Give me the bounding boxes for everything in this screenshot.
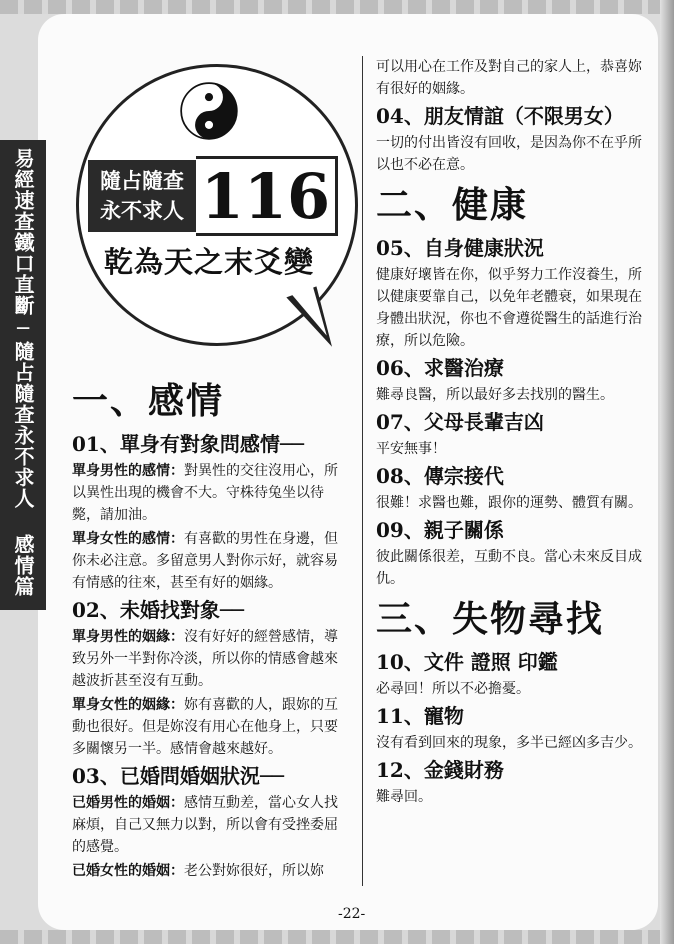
item-heading-12: 12、金錢財務 bbox=[376, 758, 504, 782]
item-text-11: 沒有看到回來的現象，多半已經凶多吉少。 bbox=[376, 735, 642, 751]
item-heading-01: 01、單身有對象問感情── bbox=[72, 432, 304, 456]
item-text-02b: 單身女性的姻緣：妳有喜歡的人，跟妳的互動也很好。但是妳沒有用心在他身上，只要多關懷另一半。感情會越來越好。 bbox=[72, 697, 338, 757]
slogan-badge bbox=[88, 160, 196, 232]
section-heading-health: 二、健康 bbox=[376, 184, 529, 226]
section-heading-love: 一、感情 bbox=[72, 380, 225, 422]
column-divider bbox=[362, 56, 363, 886]
item-heading-04: 04、朋友情誼（不限男女） bbox=[376, 104, 624, 128]
hexagram-title: 乾為天之末爻變 bbox=[103, 245, 314, 279]
item-heading-10: 10、文件 證照 印鑑 bbox=[376, 650, 558, 674]
page-edge-shadow bbox=[660, 0, 674, 944]
item-text-05: 健康好壞皆在你，似乎努力工作沒養生，所以健康要靠自己，以免年老體衰，如果現在身體出狀況，你也不會遵從醫生的話進行治療，所以危險。 bbox=[376, 267, 642, 349]
left-column bbox=[72, 372, 350, 884]
yin-yang-icon bbox=[180, 82, 238, 140]
item-text-06: 難尋良醫，所以最好多去找別的醫生。 bbox=[376, 387, 614, 403]
item-text-09: 彼此關係很差，互動不良。當心未來反目成仇。 bbox=[376, 549, 642, 587]
item-text-03a: 已婚男性的婚姻：感情互動差，當心女人找麻煩，自己又無力以對，所以會有受挫委屈的感覺。 bbox=[72, 795, 338, 855]
slogan-line-1: 隨占隨查 bbox=[100, 168, 184, 193]
top-binding-strip bbox=[0, 0, 674, 14]
hexagram-number: 116 bbox=[196, 156, 338, 236]
item-text-03b: 已婚女性的婚姻：老公對妳很好，所以妳 bbox=[72, 863, 324, 879]
side-chapter-tab: 易經速查鐵口直斷─隨占隨查永不求人 感情篇 bbox=[0, 140, 46, 610]
item-heading-07: 07、父母長輩吉凶 bbox=[376, 410, 544, 434]
item-text-03b-continued: 可以用心在工作及對自己的家人上，恭喜妳有很好的姻緣。 bbox=[376, 59, 642, 97]
item-text-01a: 單身男性的感情：對異性的交往沒用心，所以異性出現的機會不大。守株待兔坐以待斃，請加油。 bbox=[72, 463, 338, 523]
item-heading-09: 09、親子關係 bbox=[376, 518, 504, 542]
item-heading-03: 03、已婚問婚姻狀況── bbox=[72, 764, 284, 788]
item-heading-08: 08、傳宗接代 bbox=[376, 464, 504, 488]
item-heading-05: 05、自身健康狀況 bbox=[376, 236, 544, 260]
right-column bbox=[376, 56, 650, 810]
item-text-12: 難尋回。 bbox=[376, 789, 432, 805]
item-heading-02: 02、未婚找對象── bbox=[72, 598, 244, 622]
item-text-04: 一切的付出皆沒有回收，是因為你不在乎所以也不必在意。 bbox=[376, 135, 642, 173]
item-text-07: 平安無事！ bbox=[376, 441, 446, 457]
slogan-line-2: 永不求人 bbox=[100, 198, 184, 223]
item-text-10: 必尋回！所以不必擔憂。 bbox=[376, 681, 530, 697]
item-text-02a: 單身男性的姻緣：沒有好好的經營感情，導致另外一半對你冷淡，所以你的情感會越來越波折甚至沒有互動。 bbox=[72, 629, 338, 689]
item-text-01b: 單身女性的感情：有喜歡的男性在身邊，但你未必注意。多留意男人對你示好，就容易有情感的往來，甚至有好的姻緣。 bbox=[72, 531, 338, 591]
section-heading-lost-items: 三、失物尋找 bbox=[376, 598, 605, 640]
item-text-08: 很難！求醫也難，跟你的運勢、體質有關。 bbox=[376, 495, 642, 511]
page-number: -22- bbox=[338, 906, 366, 922]
item-heading-11: 11、寵物 bbox=[376, 704, 464, 728]
item-heading-06: 06、求醫治療 bbox=[376, 356, 504, 380]
bottom-binding-strip bbox=[0, 930, 674, 944]
